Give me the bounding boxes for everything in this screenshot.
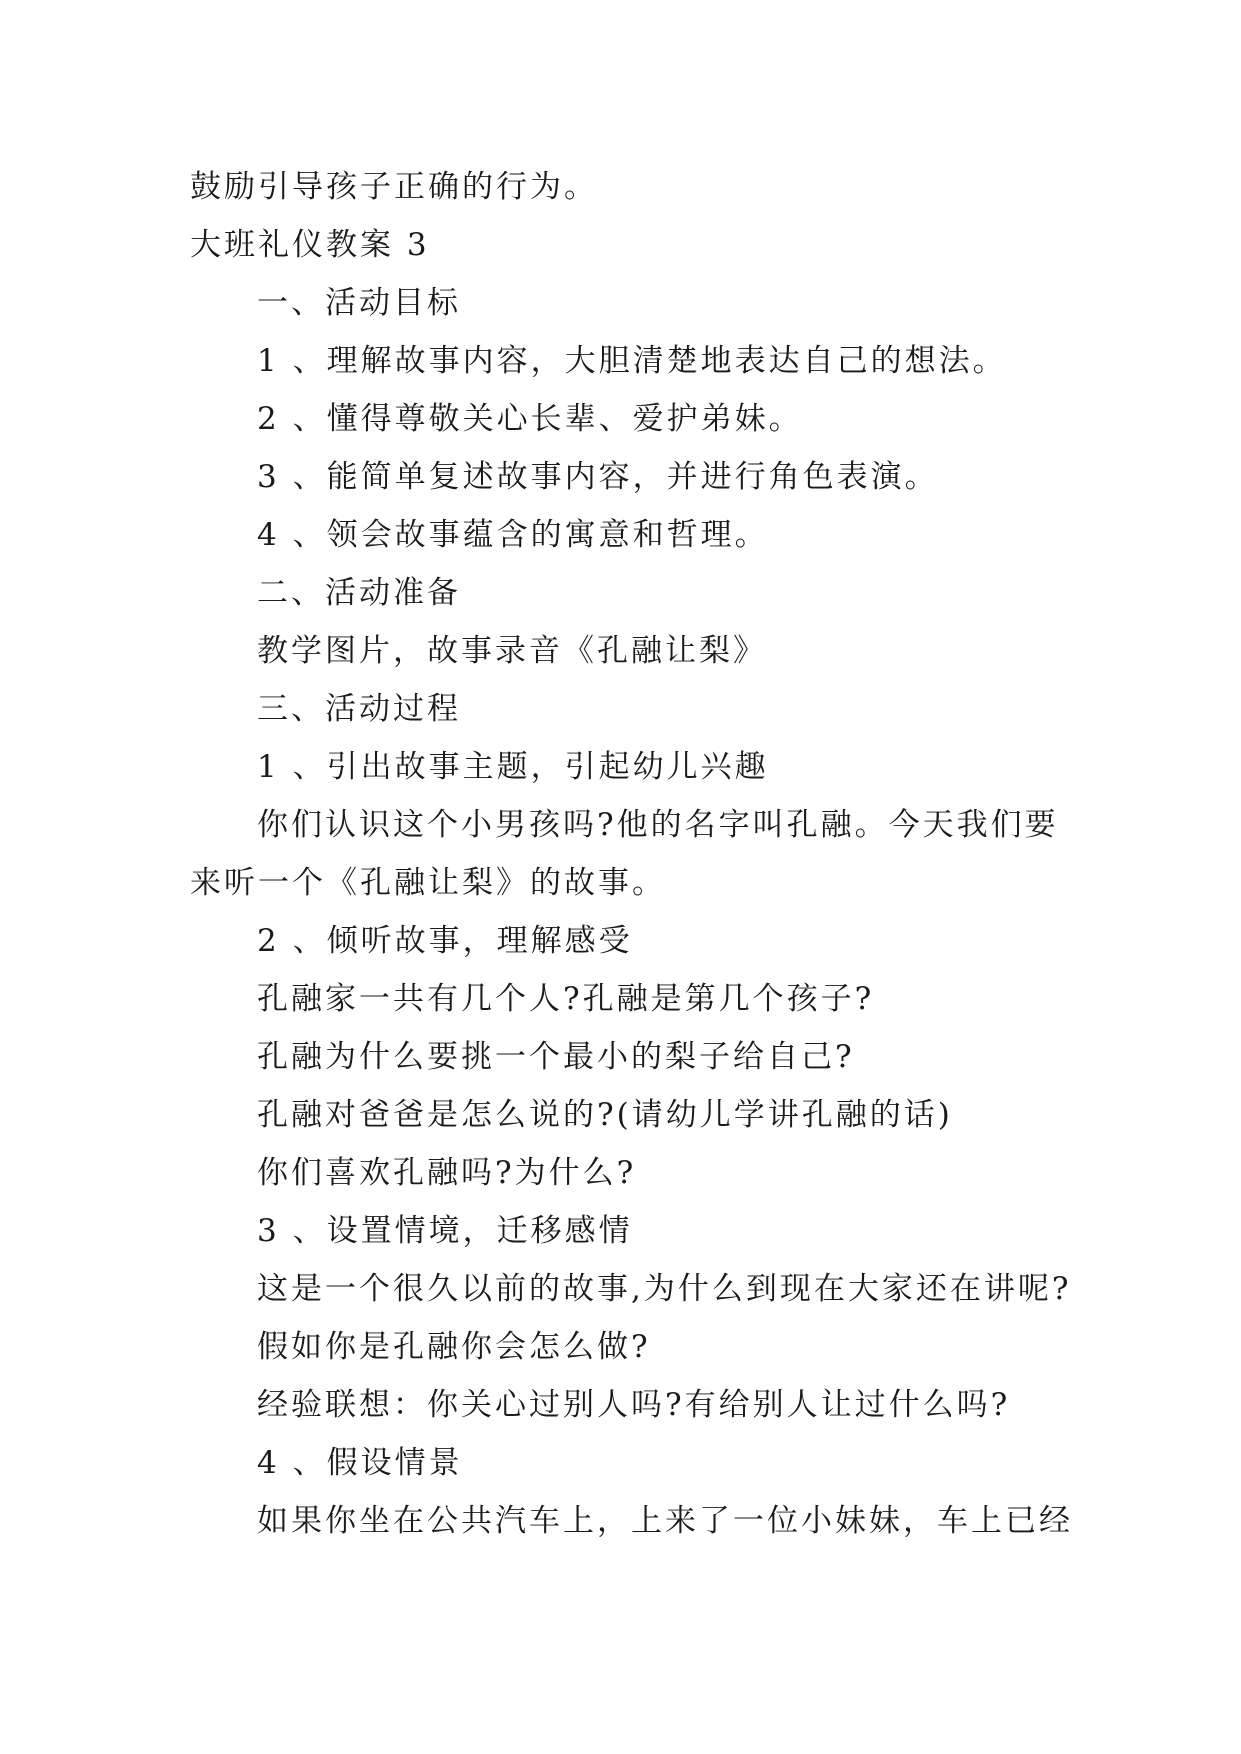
paragraph-line: 来听一个《孔融让梨》的故事。 [190, 865, 666, 901]
list-item: 2 、倾听故事，理解感受 [257, 923, 633, 959]
list-item: 3 、能简单复述故事内容，并进行角色表演。 [257, 459, 939, 495]
list-item: 1 、理解故事内容，大胆清楚地表达自己的想法。 [257, 343, 1007, 379]
paragraph-line: 教学图片，故事录音《孔融让梨》 [257, 633, 767, 669]
paragraph-line: 孔融家一共有几个人?孔融是第几个孩子? [257, 981, 875, 1017]
list-item: 4 、假设情景 [257, 1445, 463, 1481]
paragraph-line: 经验联想：你关心过别人吗?有给别人让过什么吗? [257, 1387, 1011, 1423]
paragraph-line: 你们喜欢孔融吗?为什么? [257, 1155, 637, 1191]
paragraph-line: 假如你是孔融你会怎么做? [257, 1329, 651, 1365]
paragraph-line: 鼓励引导孩子正确的行为。 [190, 169, 598, 205]
paragraph-line: 如果你坐在公共汽车上，上来了一位小妹妹，车上已经 [257, 1503, 1073, 1539]
paragraph-line: 孔融对爸爸是怎么说的?(请幼儿学讲孔融的话) [257, 1097, 953, 1133]
list-item: 3 、设置情境，迁移感情 [257, 1213, 633, 1249]
subsection-heading: 三、活动过程 [257, 691, 461, 727]
paragraph-line: 你们认识这个小男孩吗?他的名字叫孔融。今天我们要 [257, 807, 1059, 843]
subsection-heading: 一、活动目标 [257, 285, 461, 321]
paragraph-line: 孔融为什么要挑一个最小的梨子给自己? [257, 1039, 855, 1075]
list-item: 2 、懂得尊敬关心长辈、爱护弟妹。 [257, 401, 803, 437]
paragraph-line: 这是一个很久以前的故事,为什么到现在大家还在讲呢? [257, 1271, 1072, 1307]
list-item: 4 、领会故事蕴含的寓意和哲理。 [257, 517, 769, 553]
list-item: 1 、引出故事主题，引起幼儿兴趣 [257, 749, 769, 785]
section-heading: 大班礼仪教案 3 [190, 227, 430, 263]
subsection-heading: 二、活动准备 [257, 575, 461, 611]
